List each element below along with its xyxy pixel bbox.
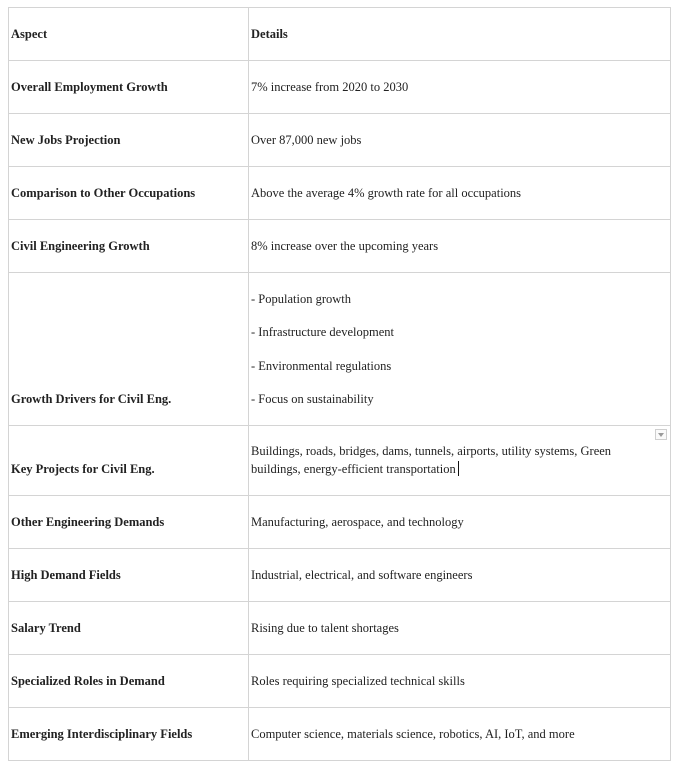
details-text: Rising due to talent shortages [251, 621, 399, 635]
aspect-label: High Demand Fields [11, 568, 121, 582]
details-text: Buildings, roads, bridges, dams, tunnels, airports, utility systems, Green buildings, energy-efficient transportation [251, 444, 612, 476]
cell-dropdown-button[interactable] [655, 429, 667, 440]
details-text: Computer science, materials science, robotics, AI, IoT, and more [251, 727, 575, 741]
aspect-cell[interactable] [9, 61, 249, 114]
table-row [9, 602, 671, 655]
details-cell[interactable] [249, 602, 671, 655]
details-cell-active[interactable] [249, 426, 671, 496]
growth-drivers-list [251, 290, 668, 409]
aspect-label: Emerging Interdisciplinary Fields [11, 727, 193, 741]
header-details-label: Details [251, 27, 288, 41]
aspect-label: New Jobs Projection [11, 133, 121, 147]
details-cell[interactable] [249, 708, 671, 761]
aspect-label: Other Engineering Demands [11, 515, 165, 529]
text-caret [458, 461, 460, 476]
details-cell[interactable] [249, 549, 671, 602]
details-text: Industrial, electrical, and software engineers [251, 568, 473, 582]
aspect-cell[interactable] [9, 167, 249, 220]
chevron-down-icon [658, 433, 664, 437]
aspect-cell[interactable] [9, 496, 249, 549]
details-cell[interactable] [249, 655, 671, 708]
details-cell[interactable] [249, 273, 671, 426]
aspect-cell[interactable] [9, 602, 249, 655]
details-cell[interactable] [249, 61, 671, 114]
aspect-cell[interactable] [9, 114, 249, 167]
details-text: Roles requiring specialized technical skills [251, 674, 465, 688]
aspect-label: Growth Drivers for Civil Eng. [11, 392, 172, 406]
list-item: - Environmental regulations [251, 358, 392, 373]
table-row [9, 114, 671, 167]
aspect-cell[interactable] [9, 273, 249, 426]
table-header-row [9, 8, 671, 61]
details-text: Above the average 4% growth rate for all occupations [251, 186, 522, 200]
table-row [9, 167, 671, 220]
table-row [9, 655, 671, 708]
aspect-label: Overall Employment Growth [11, 80, 168, 94]
aspect-label: Specialized Roles in Demand [11, 674, 165, 688]
aspect-label: Civil Engineering Growth [11, 239, 150, 253]
aspect-cell[interactable] [9, 549, 249, 602]
aspect-label: Key Projects for Civil Eng. [11, 462, 155, 476]
list-item: - Focus on sustainability [251, 392, 374, 406]
aspect-cell[interactable] [9, 220, 249, 273]
list-item: - Population growth [251, 291, 351, 306]
header-details[interactable] [249, 8, 671, 61]
details-text: 8% increase over the upcoming years [251, 239, 439, 253]
details-cell[interactable] [249, 220, 671, 273]
table-row [9, 549, 671, 602]
details-text: 7% increase from 2020 to 2030 [251, 80, 409, 94]
aspect-cell[interactable] [9, 655, 249, 708]
aspect-label: Salary Trend [11, 621, 81, 635]
aspect-label: Comparison to Other Occupations [11, 186, 196, 200]
table-row [9, 426, 671, 496]
details-cell[interactable] [249, 496, 671, 549]
details-text: Manufacturing, aerospace, and technology [251, 515, 464, 529]
aspect-cell[interactable] [9, 708, 249, 761]
table-row [9, 708, 671, 761]
table-row [9, 496, 671, 549]
details-cell[interactable] [249, 114, 671, 167]
table-row [9, 273, 671, 426]
header-aspect[interactable] [9, 8, 249, 61]
header-aspect-label: Aspect [11, 27, 48, 41]
table-row [9, 61, 671, 114]
table-row [9, 220, 671, 273]
list-item: - Infrastructure development [251, 325, 394, 339]
data-table [8, 7, 671, 761]
aspect-cell[interactable] [9, 426, 249, 496]
details-text: Over 87,000 new jobs [251, 133, 362, 147]
details-cell[interactable] [249, 167, 671, 220]
